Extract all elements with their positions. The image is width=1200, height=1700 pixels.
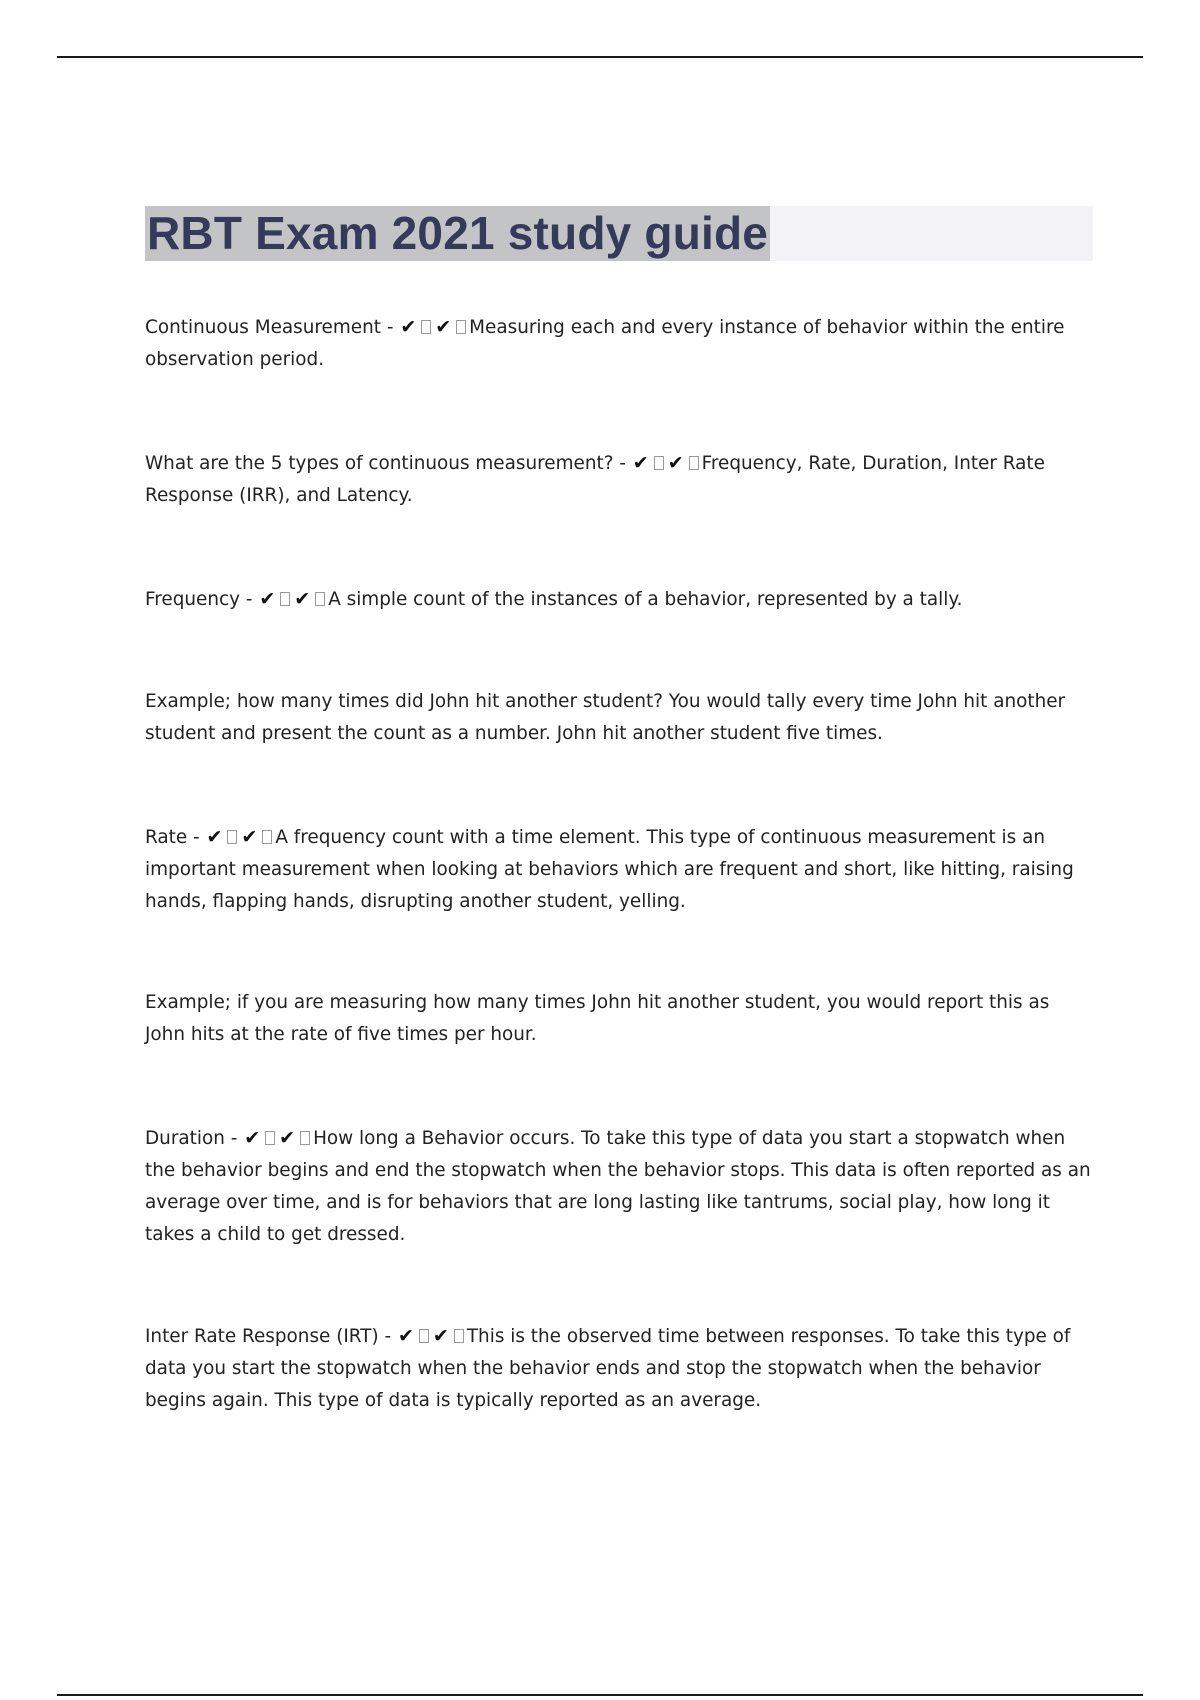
example-paragraph: Example; if you are measuring how many times John hit another student, you would report this as John hits at the rate of five times per hour.	[145, 992, 1050, 1045]
check-mark-icon: ✔	[206, 826, 223, 848]
flashcard-entry	[145, 583, 1095, 616]
empty-box-icon	[265, 1131, 275, 1145]
check-mark-icon: ✔	[632, 452, 649, 474]
entry-definition: This is the observed time between responses. To take this type of data you start the stopwatch when the behavior ends and stop the stopwatch when the behavior begins again. This type of data is typically reported as an average.	[145, 1326, 1071, 1411]
check-mark-icon: ✔	[397, 1325, 414, 1347]
entry-term: Duration	[145, 1128, 225, 1149]
check-mark-icon: ✔	[241, 826, 258, 848]
flashcard-entry	[145, 447, 1095, 512]
flashcard-entry	[145, 311, 1095, 376]
check-mark-icon: ✔	[279, 1127, 296, 1149]
empty-box-icon	[689, 456, 699, 470]
document-title: RBT Exam 2021 study guide	[147, 207, 769, 259]
check-mark-icon: ✔	[435, 316, 452, 338]
example-paragraph: Example; how many times did John hit another student? You would tally every time John hit another student and present the count as a number. John hit another student five times.	[145, 691, 1066, 744]
entry-term: Frequency	[145, 589, 241, 610]
entry-definition: Measuring each and every instance of behavior within the entire observation period.	[145, 317, 1065, 370]
entry-definition: A frequency count with a time element. This type of continuous measurement is an important measurement when looking at behaviors which are frequent and short, like hitting, raising hands, flapping hands, disrupting another student, yelling.	[145, 827, 1074, 912]
title-highlight	[145, 206, 770, 261]
check-mark-icon: ✔	[294, 588, 311, 610]
check-mark-icon: ✔	[667, 452, 684, 474]
check-mark-icon: ✔	[259, 588, 276, 610]
entry-term: Inter Rate Response (IRT)	[145, 1326, 379, 1347]
bottom-horizontal-rule	[57, 1694, 1143, 1696]
term-separator: -	[378, 1326, 397, 1347]
empty-box-icon	[315, 592, 325, 606]
entry-definition: Frequency, Rate, Duration, Inter Rate Response (IRR), and Latency.	[145, 453, 1045, 506]
flashcard-entry	[145, 1320, 1095, 1417]
check-mark-icon: ✔	[432, 1325, 449, 1347]
empty-box-icon	[454, 1329, 464, 1343]
empty-box-icon	[300, 1131, 310, 1145]
empty-box-icon	[421, 320, 431, 334]
entry-term: What are the 5 types of continuous measurement?	[145, 453, 614, 474]
check-mark-icon: ✔	[400, 316, 417, 338]
empty-box-icon	[654, 456, 664, 470]
entry-definition: How long a Behavior occurs. To take this type of data you start a stopwatch when the behavior begins and end the stopwatch when the behavior stops. This data is often reported as an average over time, and is for behaviors that are long lasting like tantrums, social play, how long it takes a child to get dressed.	[145, 1128, 1091, 1245]
term-separator: -	[613, 453, 632, 474]
check-mark-icon: ✔	[244, 1127, 261, 1149]
top-horizontal-rule	[57, 56, 1143, 58]
entry-term: Rate	[145, 827, 188, 848]
empty-box-icon	[280, 592, 290, 606]
term-separator: -	[187, 827, 206, 848]
empty-box-icon	[419, 1329, 429, 1343]
term-separator: -	[224, 1128, 244, 1149]
term-separator: -	[240, 589, 259, 610]
entry-definition: A simple count of the instances of a behavior, represented by a tally.	[328, 589, 963, 610]
term-separator: -	[380, 317, 400, 338]
empty-box-icon	[227, 830, 237, 844]
entry-term: Continuous Measurement	[145, 317, 381, 338]
flashcard-entry	[145, 1122, 1095, 1251]
flashcard-entry	[145, 821, 1095, 918]
empty-box-icon	[262, 830, 272, 844]
empty-box-icon	[456, 320, 466, 334]
